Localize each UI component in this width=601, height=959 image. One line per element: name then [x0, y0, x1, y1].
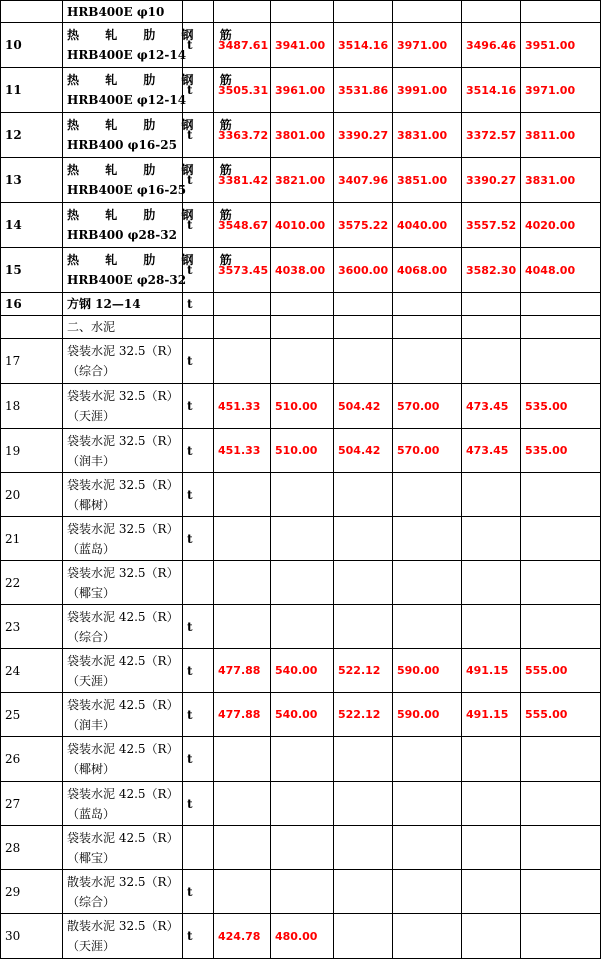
price-cell	[462, 605, 521, 649]
price-cell: 510.00	[271, 429, 334, 473]
price-cell: 3372.57	[462, 113, 521, 158]
price-cell: 555.00	[521, 649, 601, 693]
price-cell	[521, 782, 601, 826]
price-cell	[521, 870, 601, 914]
table-row	[1, 339, 601, 384]
table-row	[1, 68, 601, 113]
material-spec-line: （综合）	[67, 364, 116, 378]
price-cell: 3582.30	[462, 248, 521, 293]
material-spec-line: （蓝岛）	[67, 806, 116, 821]
price-cell: 3971.00	[393, 23, 462, 68]
price-cell: 3381.42	[214, 158, 271, 203]
price-cell	[393, 870, 462, 914]
price-cell: 3971.00	[521, 68, 601, 113]
price-cell	[521, 605, 601, 649]
row-number: 30	[1, 914, 63, 959]
price-cell: 3407.96	[334, 158, 393, 203]
row-number	[1, 316, 63, 339]
unit-cell: t	[183, 23, 214, 68]
price-cell	[214, 293, 271, 316]
price-cell: 3961.00	[271, 68, 334, 113]
price-cell	[334, 517, 393, 561]
material-name	[63, 561, 183, 605]
table-row	[1, 517, 601, 561]
price-cell	[462, 826, 521, 870]
material-name	[63, 68, 243, 113]
unit-cell: t	[183, 293, 214, 316]
material-name-line: 散装水泥 32.5（R）	[67, 874, 179, 889]
price-cell	[393, 316, 462, 339]
row-number: 24	[1, 649, 63, 693]
price-cell	[334, 316, 393, 339]
price-cell: 3831.00	[521, 158, 601, 203]
material-name	[63, 158, 243, 203]
price-cell	[271, 293, 334, 316]
price-cell	[214, 517, 271, 561]
price-cell: 3573.45	[214, 248, 271, 293]
price-cell: 491.15	[462, 649, 521, 693]
table-row	[1, 158, 601, 203]
price-cell: 473.45	[462, 384, 521, 429]
material-name	[63, 23, 243, 68]
material-name-line: 热 轧 肋 钢 筋	[67, 73, 243, 87]
material-name-line: 袋装水泥 32.5（R）	[67, 521, 179, 536]
price-cell: 4038.00	[271, 248, 334, 293]
table-row	[1, 782, 601, 826]
row-number	[1, 1, 63, 23]
table-row	[1, 826, 601, 870]
unit-cell: t	[183, 158, 214, 203]
price-cell	[214, 473, 271, 517]
row-number: 25	[1, 693, 63, 737]
material-name	[63, 248, 243, 293]
table-row	[1, 605, 601, 649]
material-spec-line: （椰宝）	[67, 585, 116, 600]
price-cell: 451.33	[214, 384, 271, 429]
price-cell	[393, 914, 462, 959]
price-cell: 3548.67	[214, 203, 271, 248]
material-name	[63, 693, 183, 737]
price-cell: 3487.61	[214, 23, 271, 68]
material-name	[63, 203, 243, 248]
price-cell	[393, 1, 462, 23]
price-cell	[334, 870, 393, 914]
price-cell: 451.33	[214, 429, 271, 473]
price-cell	[393, 605, 462, 649]
material-name-line: 热 轧 肋 钢 筋	[67, 208, 243, 222]
price-cell: 570.00	[393, 429, 462, 473]
row-number: 14	[1, 203, 63, 248]
material-name-line: HRB400E φ10	[67, 4, 165, 19]
material-name-line: 袋装水泥 42.5（R）	[67, 742, 179, 756]
unit-cell: t	[183, 384, 214, 429]
row-number: 19	[1, 429, 63, 473]
material-spec-line: （椰树）	[67, 497, 116, 512]
material-name	[63, 293, 183, 316]
price-cell	[271, 339, 334, 384]
unit-cell	[183, 561, 214, 605]
price-cell: 4040.00	[393, 203, 462, 248]
material-name-line: 热 轧 肋 钢 筋	[67, 118, 243, 132]
price-cell: 590.00	[393, 649, 462, 693]
material-name-line: 二、水泥	[67, 320, 116, 334]
price-cell: 424.78	[214, 914, 271, 959]
table-row	[1, 649, 601, 693]
material-name-line: 袋装水泥 42.5（R）	[67, 653, 179, 668]
price-cell	[334, 1, 393, 23]
row-number: 17	[1, 339, 63, 384]
unit-cell: t	[183, 605, 214, 649]
price-cell: 477.88	[214, 649, 271, 693]
unit-cell: t	[183, 68, 214, 113]
row-number: 13	[1, 158, 63, 203]
price-cell	[521, 517, 601, 561]
price-cell: 477.88	[214, 693, 271, 737]
price-cell	[334, 561, 393, 605]
row-number: 22	[1, 561, 63, 605]
price-cell	[462, 782, 521, 826]
table-body	[1, 1, 601, 959]
price-cell	[521, 316, 601, 339]
unit-cell: t	[183, 693, 214, 737]
table-row	[1, 870, 601, 914]
unit-cell	[183, 316, 214, 339]
material-spec-line: （天涯）	[67, 939, 116, 953]
price-cell: 480.00	[271, 914, 334, 959]
row-number: 21	[1, 517, 63, 561]
price-cell: 522.12	[334, 649, 393, 693]
unit-cell: t	[183, 113, 214, 158]
price-cell: 3801.00	[271, 113, 334, 158]
price-cell: 504.42	[334, 384, 393, 429]
table-row	[1, 316, 601, 339]
price-cell	[214, 561, 271, 605]
price-cell: 522.12	[334, 693, 393, 737]
material-name-line: 袋装水泥 42.5（R）	[67, 830, 179, 845]
material-name-line: 热 轧 肋 钢 筋	[67, 163, 243, 177]
unit-cell: t	[183, 339, 214, 384]
material-name-line: 袋装水泥 42.5（R）	[67, 786, 179, 801]
price-cell: 535.00	[521, 384, 601, 429]
price-cell: 473.45	[462, 429, 521, 473]
price-cell: 3531.86	[334, 68, 393, 113]
material-name-line: 袋装水泥 32.5（R）	[67, 477, 179, 492]
unit-cell: t	[183, 737, 214, 782]
material-name	[63, 339, 183, 384]
price-cell: 3811.00	[521, 113, 601, 158]
price-cell: 535.00	[521, 429, 601, 473]
price-cell: 4010.00	[271, 203, 334, 248]
price-cell	[271, 826, 334, 870]
table-row	[1, 203, 601, 248]
price-cell	[393, 517, 462, 561]
price-cell	[214, 605, 271, 649]
material-name	[63, 1, 183, 23]
material-name	[63, 384, 183, 429]
unit-cell	[183, 826, 214, 870]
price-cell	[334, 782, 393, 826]
material-name	[63, 870, 183, 914]
material-spec-line: （润丰）	[67, 717, 116, 732]
unit-cell: t	[183, 649, 214, 693]
price-cell	[271, 870, 334, 914]
price-cell	[334, 473, 393, 517]
price-cell	[214, 782, 271, 826]
price-cell: 510.00	[271, 384, 334, 429]
row-number: 29	[1, 870, 63, 914]
price-cell: 555.00	[521, 693, 601, 737]
material-name-line: 袋装水泥 42.5（R）	[67, 697, 179, 712]
section-heading	[63, 316, 183, 339]
table-row	[1, 384, 601, 429]
row-number: 10	[1, 23, 63, 68]
material-name-line: 热 轧 肋 钢 筋	[67, 253, 243, 267]
price-cell	[214, 737, 271, 782]
price-cell: 3600.00	[334, 248, 393, 293]
table-row	[1, 248, 601, 293]
price-cell	[334, 605, 393, 649]
price-cell	[521, 293, 601, 316]
price-cell: 3514.16	[334, 23, 393, 68]
price-cell	[271, 561, 334, 605]
price-cell	[214, 870, 271, 914]
price-cell	[393, 561, 462, 605]
price-cell	[462, 1, 521, 23]
row-number: 20	[1, 473, 63, 517]
price-cell: 4020.00	[521, 203, 601, 248]
price-cell	[393, 826, 462, 870]
material-spec-line: （天涯）	[67, 409, 116, 423]
price-cell: 3821.00	[271, 158, 334, 203]
price-cell	[521, 1, 601, 23]
price-cell: 3557.52	[462, 203, 521, 248]
table-row	[1, 1, 601, 23]
material-name	[63, 517, 183, 561]
price-cell	[462, 293, 521, 316]
price-cell	[334, 293, 393, 316]
row-number: 28	[1, 826, 63, 870]
row-number: 23	[1, 605, 63, 649]
material-spec-line: HRB400E φ12-14	[67, 93, 187, 107]
price-cell	[393, 782, 462, 826]
row-number: 11	[1, 68, 63, 113]
price-cell: 3575.22	[334, 203, 393, 248]
unit-cell: t	[183, 914, 214, 959]
table-row	[1, 429, 601, 473]
unit-cell: t	[183, 517, 214, 561]
price-cell	[521, 737, 601, 782]
material-spec-line: HRB400 φ28-32	[67, 228, 177, 242]
material-name-line: 袋装水泥 32.5（R）	[67, 389, 179, 403]
unit-cell: t	[183, 870, 214, 914]
price-cell	[214, 826, 271, 870]
price-cell	[214, 339, 271, 384]
price-cell	[462, 870, 521, 914]
price-cell: 4068.00	[393, 248, 462, 293]
table-row	[1, 561, 601, 605]
material-spec-line: （润丰）	[67, 453, 116, 468]
material-name-line: 袋装水泥 32.5（R）	[67, 565, 179, 580]
unit-cell	[183, 1, 214, 23]
price-cell: 570.00	[393, 384, 462, 429]
material-name	[63, 737, 183, 782]
price-cell: 3831.00	[393, 113, 462, 158]
table-row	[1, 293, 601, 316]
price-cell: 590.00	[393, 693, 462, 737]
unit-cell: t	[183, 429, 214, 473]
material-name	[63, 782, 183, 826]
price-cell: 3991.00	[393, 68, 462, 113]
material-name	[63, 429, 183, 473]
material-name-line: 袋装水泥 32.5（R）	[67, 433, 179, 448]
price-cell: 3390.27	[334, 113, 393, 158]
material-name	[63, 649, 183, 693]
price-cell	[521, 826, 601, 870]
table-row	[1, 737, 601, 782]
price-cell: 3496.46	[462, 23, 521, 68]
material-spec-line: HRB400E φ12-14	[67, 48, 187, 62]
price-cell: 540.00	[271, 649, 334, 693]
price-cell	[462, 914, 521, 959]
price-cell	[462, 561, 521, 605]
price-cell: 540.00	[271, 693, 334, 737]
price-cell	[462, 339, 521, 384]
price-cell: 3951.00	[521, 23, 601, 68]
price-cell	[393, 293, 462, 316]
price-cell: 3505.31	[214, 68, 271, 113]
material-spec-line: （椰宝）	[67, 850, 116, 865]
price-cell	[214, 316, 271, 339]
table-row	[1, 693, 601, 737]
unit-cell: t	[183, 203, 214, 248]
material-name-line: 方钢 12—14	[67, 297, 141, 311]
material-name-line: 热 轧 肋 钢 筋	[67, 28, 243, 42]
unit-cell: t	[183, 782, 214, 826]
material-spec-line: HRB400E φ28-32	[67, 273, 187, 287]
material-spec-line: （天涯）	[67, 673, 116, 688]
row-number: 18	[1, 384, 63, 429]
price-cell	[271, 1, 334, 23]
price-cell	[462, 737, 521, 782]
material-name-line: 袋装水泥 32.5（R）	[67, 344, 179, 358]
price-cell: 3363.72	[214, 113, 271, 158]
price-cell	[521, 473, 601, 517]
material-name	[63, 113, 243, 158]
price-cell	[393, 737, 462, 782]
price-cell	[334, 914, 393, 959]
row-number: 15	[1, 248, 63, 293]
price-cell	[271, 473, 334, 517]
price-cell	[271, 782, 334, 826]
price-cell	[214, 1, 271, 23]
price-cell: 3851.00	[393, 158, 462, 203]
price-cell: 4048.00	[521, 248, 601, 293]
price-cell: 491.15	[462, 693, 521, 737]
price-cell	[271, 316, 334, 339]
price-cell	[393, 339, 462, 384]
price-cell	[271, 605, 334, 649]
price-cell: 504.42	[334, 429, 393, 473]
price-cell	[521, 914, 601, 959]
price-cell	[271, 737, 334, 782]
material-name	[63, 826, 183, 870]
material-name	[63, 605, 183, 649]
price-cell	[462, 517, 521, 561]
table-row	[1, 23, 601, 68]
unit-cell: t	[183, 473, 214, 517]
price-cell: 3390.27	[462, 158, 521, 203]
material-spec-line: （椰树）	[67, 762, 116, 776]
price-cell	[521, 561, 601, 605]
price-cell	[462, 473, 521, 517]
material-name	[63, 473, 183, 517]
material-name-line: 散装水泥 32.5（R）	[67, 919, 179, 933]
price-cell: 3941.00	[271, 23, 334, 68]
price-cell	[334, 737, 393, 782]
unit-cell: t	[183, 248, 214, 293]
row-number: 26	[1, 737, 63, 782]
material-spec-line: （综合）	[67, 629, 116, 644]
table-row	[1, 914, 601, 959]
price-cell: 3514.16	[462, 68, 521, 113]
material-name-line: 袋装水泥 42.5（R）	[67, 609, 179, 624]
table-row	[1, 473, 601, 517]
material-name	[63, 914, 183, 959]
row-number: 12	[1, 113, 63, 158]
table-row	[1, 113, 601, 158]
price-cell	[462, 316, 521, 339]
price-cell	[334, 826, 393, 870]
price-cell	[271, 517, 334, 561]
row-number: 16	[1, 293, 63, 316]
material-spec-line: HRB400 φ16-25	[67, 138, 177, 152]
price-cell	[393, 473, 462, 517]
material-spec-line: （综合）	[67, 894, 116, 909]
price-cell	[334, 339, 393, 384]
row-number: 27	[1, 782, 63, 826]
material-spec-line: HRB400E φ16-25	[67, 183, 187, 197]
price-cell	[521, 339, 601, 384]
material-spec-line: （蓝岛）	[67, 541, 116, 556]
